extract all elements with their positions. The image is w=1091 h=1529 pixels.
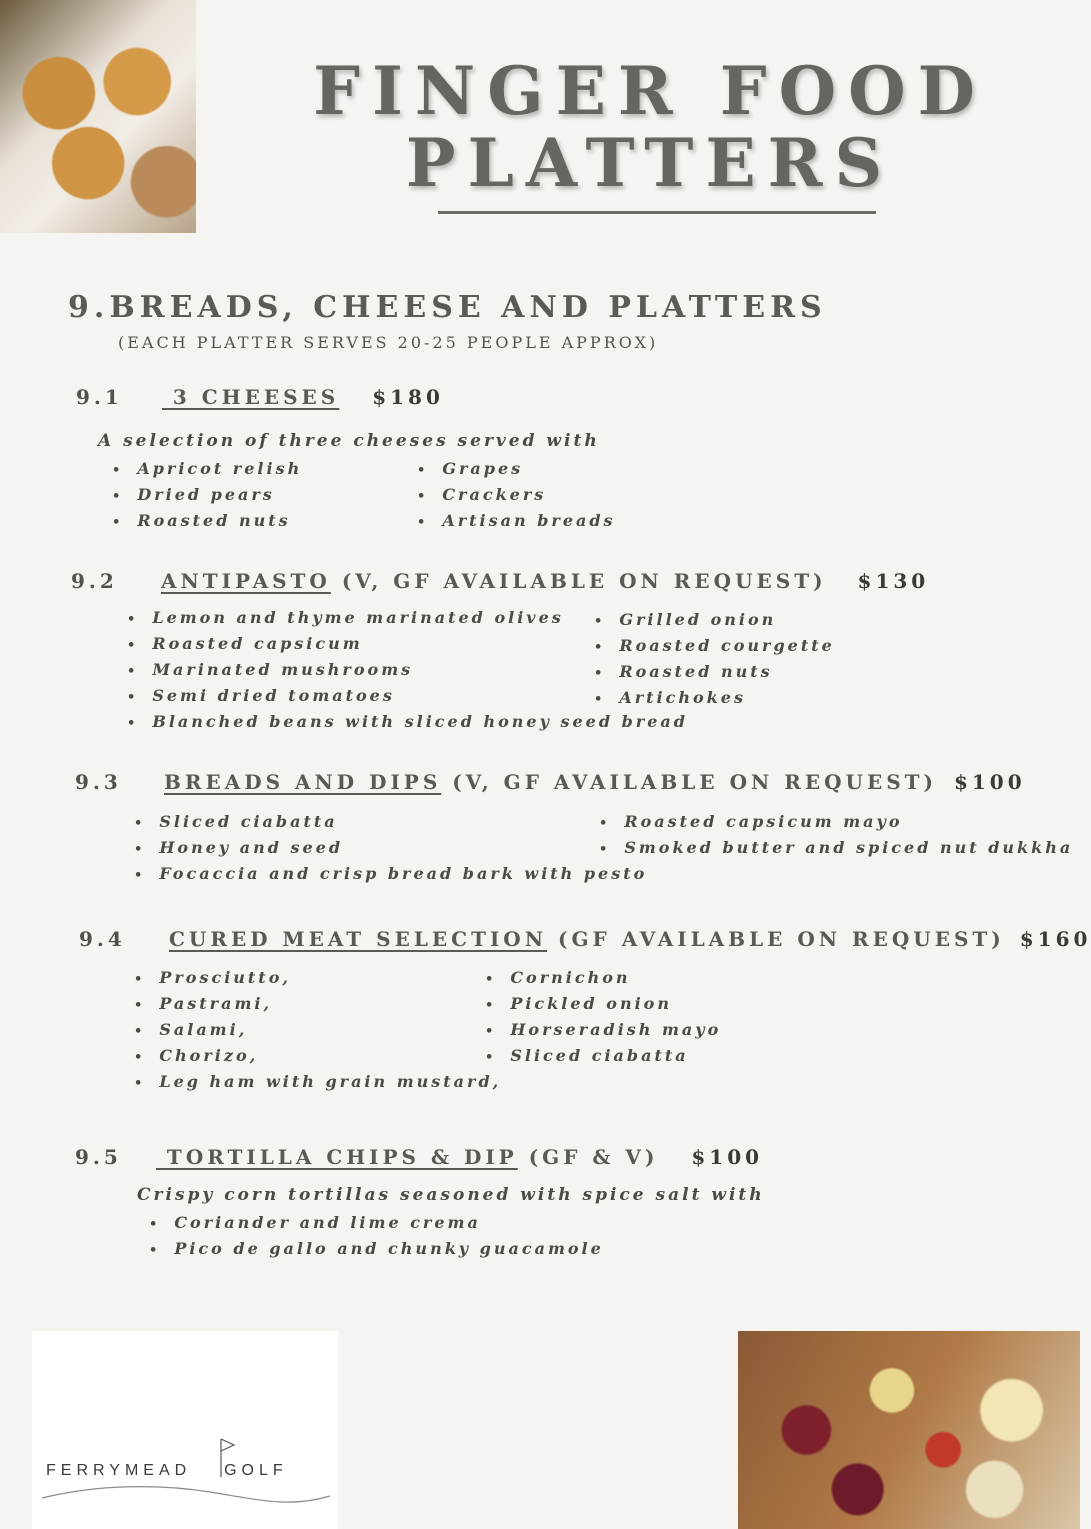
- item-list-left: [112, 456, 302, 534]
- menu-item-heading: [79, 927, 1091, 951]
- list-item: • Blanched beans with sliced honey seed bread: [127, 709, 688, 735]
- list-item: • Marinated mushrooms: [127, 657, 688, 683]
- list-item: • Pastrami,: [134, 991, 501, 1017]
- list-item: • Honey and seed: [134, 835, 647, 861]
- item-list-right: [599, 809, 1073, 861]
- item-price: $100: [691, 1145, 764, 1169]
- item-number: 9.5: [75, 1145, 122, 1169]
- item-list-left: [134, 965, 501, 1095]
- list-item: • Lemon and thyme marinated olives: [127, 605, 688, 631]
- item-note: (V, GF AVAILABLE ON REQUEST): [341, 569, 827, 593]
- list-item: • Pickled onion: [485, 991, 721, 1017]
- item-list-right: [594, 607, 835, 711]
- menu-item-heading: [76, 385, 444, 409]
- list-item: • Salami,: [134, 1017, 501, 1043]
- item-price: $130: [857, 569, 930, 593]
- slider-platter-photo: [0, 0, 196, 233]
- item-number: 9.2: [71, 569, 118, 593]
- title-line-1: FINGER FOOD: [313, 52, 987, 130]
- grazing-board-photo: [738, 1331, 1080, 1529]
- title-line-2: PLATTERS: [405, 124, 895, 202]
- list-item: • Artisan breads: [417, 508, 616, 534]
- list-item: • Coriander and lime crema: [149, 1210, 604, 1236]
- item-list-left: [134, 809, 647, 887]
- item-note: (GF & V): [528, 1145, 659, 1169]
- item-note: (V, GF AVAILABLE ON REQUEST): [452, 770, 937, 794]
- item-note: (GF AVAILABLE ON REQUEST): [557, 927, 1005, 951]
- item-list-left: [149, 1210, 604, 1262]
- item-number: 9.4: [79, 927, 126, 951]
- list-item: • Apricot relish: [112, 456, 302, 482]
- list-item: • Roasted nuts: [594, 659, 835, 685]
- list-item: • Semi dried tomatoes: [127, 683, 688, 709]
- item-name: CURED MEAT SELECTION: [168, 927, 548, 951]
- item-list-right: [417, 456, 616, 534]
- item-name: 3 CHEESES: [161, 385, 340, 409]
- list-item: • Focaccia and crisp bread bark with pesto: [134, 861, 647, 887]
- list-item: • Roasted capsicum mayo: [599, 809, 1073, 835]
- list-item: • Smoked butter and spiced nut dukkha: [599, 835, 1073, 861]
- list-item: • Sliced ciabatta: [485, 1043, 721, 1069]
- item-number: 9.3: [75, 770, 122, 794]
- list-item: • Roasted capsicum: [127, 631, 688, 657]
- list-item: • Prosciutto,: [134, 965, 501, 991]
- list-item: • Leg ham with grain mustard,: [134, 1069, 501, 1095]
- logo-brand-right: GOLF: [224, 1462, 288, 1479]
- item-name: BREADS AND DIPS: [163, 770, 442, 794]
- menu-item-heading: [75, 1145, 763, 1169]
- list-item: • Cornichon: [485, 965, 721, 991]
- item-name: ANTIPASTO: [160, 569, 331, 593]
- list-item: • Grapes: [417, 456, 616, 482]
- section-subtitle: (EACH PLATTER SERVES 20-25 PEOPLE APPROX): [118, 333, 659, 352]
- item-price: $100: [953, 770, 1026, 794]
- item-price: $160: [1019, 927, 1091, 951]
- golf-flag-icon: [218, 1437, 238, 1477]
- item-list-right: [485, 965, 721, 1069]
- list-item: • Sliced ciabatta: [134, 809, 647, 835]
- list-item: • Grilled onion: [594, 607, 835, 633]
- section-title: 9.BREADS, CHEESE AND PLATTERS: [68, 290, 827, 325]
- list-item: • Horseradish mayo: [485, 1017, 721, 1043]
- list-item: • Dried pears: [112, 482, 302, 508]
- list-item: • Pico de gallo and chunky guacamole: [149, 1236, 604, 1262]
- item-description: A selection of three cheeses served with: [98, 431, 600, 451]
- menu-item-heading: [71, 569, 929, 593]
- item-description: Crispy corn tortillas seasoned with spice salt with: [137, 1185, 765, 1205]
- list-item: • Crackers: [417, 482, 616, 508]
- logo-swoosh-icon: [40, 1478, 332, 1508]
- page-title: [300, 52, 1000, 202]
- list-item: • Artichokes: [594, 685, 835, 711]
- menu-item-heading: [75, 770, 1026, 794]
- item-price: $180: [372, 385, 444, 409]
- logo-brand-left: FERRYMEAD: [46, 1462, 192, 1479]
- list-item: • Roasted nuts: [112, 508, 302, 534]
- list-item: • Roasted courgette: [594, 633, 835, 659]
- item-name: TORTILLA CHIPS & DIP: [155, 1145, 518, 1169]
- list-item: • Chorizo,: [134, 1043, 501, 1069]
- item-number: 9.1: [76, 385, 123, 409]
- title-divider: [438, 211, 876, 214]
